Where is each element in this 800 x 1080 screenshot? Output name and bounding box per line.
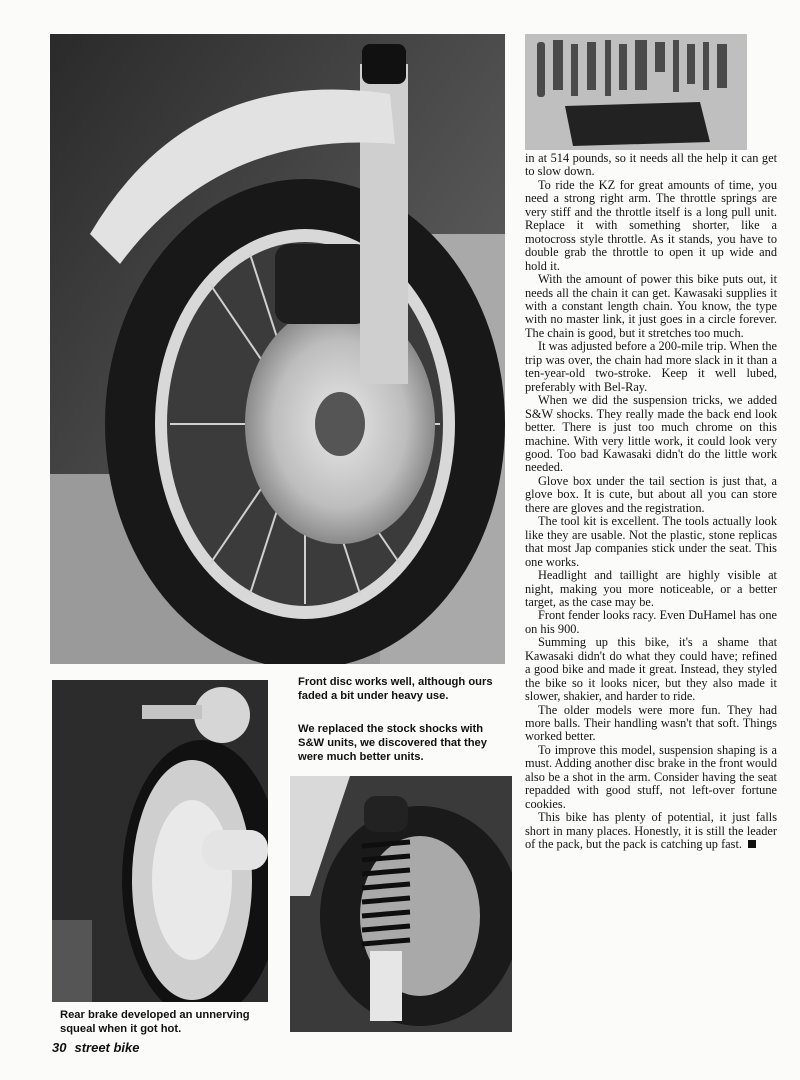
caption-rear-brake: Rear brake developed an unnerving squeal when it got hot.: [60, 1009, 250, 1035]
article-paragraph: With the amount of power this bike puts out, it needs all the chain it can get. Kawasaki supplies it with a constant length chain. You know, the type with no master link, it just goes in a circle forever. The chain is good, but it stretches too much.: [525, 272, 777, 340]
shocks-photo: [290, 776, 512, 1032]
end-mark-icon: [748, 840, 756, 848]
shocks-illustration: [290, 776, 512, 1032]
article-paragraph: The older models were more fun. They had more balls. Their handling wasn't that soft. Things worked better.: [525, 702, 777, 744]
article-paragraph: To improve this model, suspension shaping is a must. Adding another disc brake in the front would also be a shot in the arm. Consider having the seat repadded with good stuff, not left-over fortune cookies.: [525, 742, 777, 811]
article-paragraph: Glove box under the tail section is just that, a glove box. It is cute, but about all you can store there are gloves and the registration.: [525, 473, 777, 515]
article-paragraph: in at 514 pounds, so it needs all the help it can get to slow down.: [525, 151, 777, 179]
rear-brake-photo: [52, 680, 268, 1002]
magazine-name: street bike: [74, 1040, 140, 1055]
page-number: 30: [52, 1040, 67, 1055]
article-body: [525, 152, 777, 852]
article-paragraph: Front fender looks racy. Even DuHamel has one on his 900.: [525, 608, 777, 636]
front-wheel-illustration: [50, 34, 505, 664]
front-wheel-photo: [50, 34, 505, 664]
article-last-text: This bike has plenty of potential, it just falls short in many places. Honestly, it is still the leader of the pack, but the pack is catching up fast.: [525, 810, 777, 852]
article-paragraph: Headlight and taillight are highly visible at night, making you more noticeable, or a better target, as the case may be.: [525, 568, 777, 609]
rear-brake-illustration: [52, 680, 268, 1002]
tool-kit-illustration: [525, 34, 747, 150]
caption-shocks: We replaced the stock shocks with S&W units, we discovered that they were much better units.: [298, 723, 487, 763]
caption-front-disc: Front disc works well, although ours faded a bit under heavy use.: [298, 676, 493, 702]
article-paragraph: Summing up this bike, it's a shame that Kawasaki didn't do what they could have; refined a good bike and made it great. Instead, they styled the bike so it looks nicer, but they also made it slower, shakier, and harder to ride.: [525, 635, 777, 704]
page-footer: [52, 1040, 148, 1055]
article-paragraph: When we did the suspension tricks, we added S&W shocks. They really made the back end look better. There is just too much chrome on this machine. With very little work, it could look very good. Too bad Kawasaki didn't do the little work needed.: [525, 393, 777, 475]
article-paragraph: To ride the KZ for great amounts of time, you need a strong right arm. The throttle springs are very stiff and the throttle itself is a long pull unit. Replace it with something shorter, like a motocross style throttle. As it stands, you have to double grab the throttle to open it up wide and hold it.: [525, 177, 777, 273]
article-paragraph: The tool kit is excellent. The tools actually look like they are usable. Not the plastic, stone replicas that most Jap companies stick under the seat. This one works.: [525, 514, 777, 569]
article-paragraph: It was adjusted before a 200-mile trip. When the trip was over, the chain had more slack in it than a ten-year-old two-stroke. Keep it well lubed, preferably with Bel-Ray.: [525, 339, 777, 394]
article-paragraph-last: [525, 811, 777, 851]
tool-kit-photo: [525, 34, 747, 150]
